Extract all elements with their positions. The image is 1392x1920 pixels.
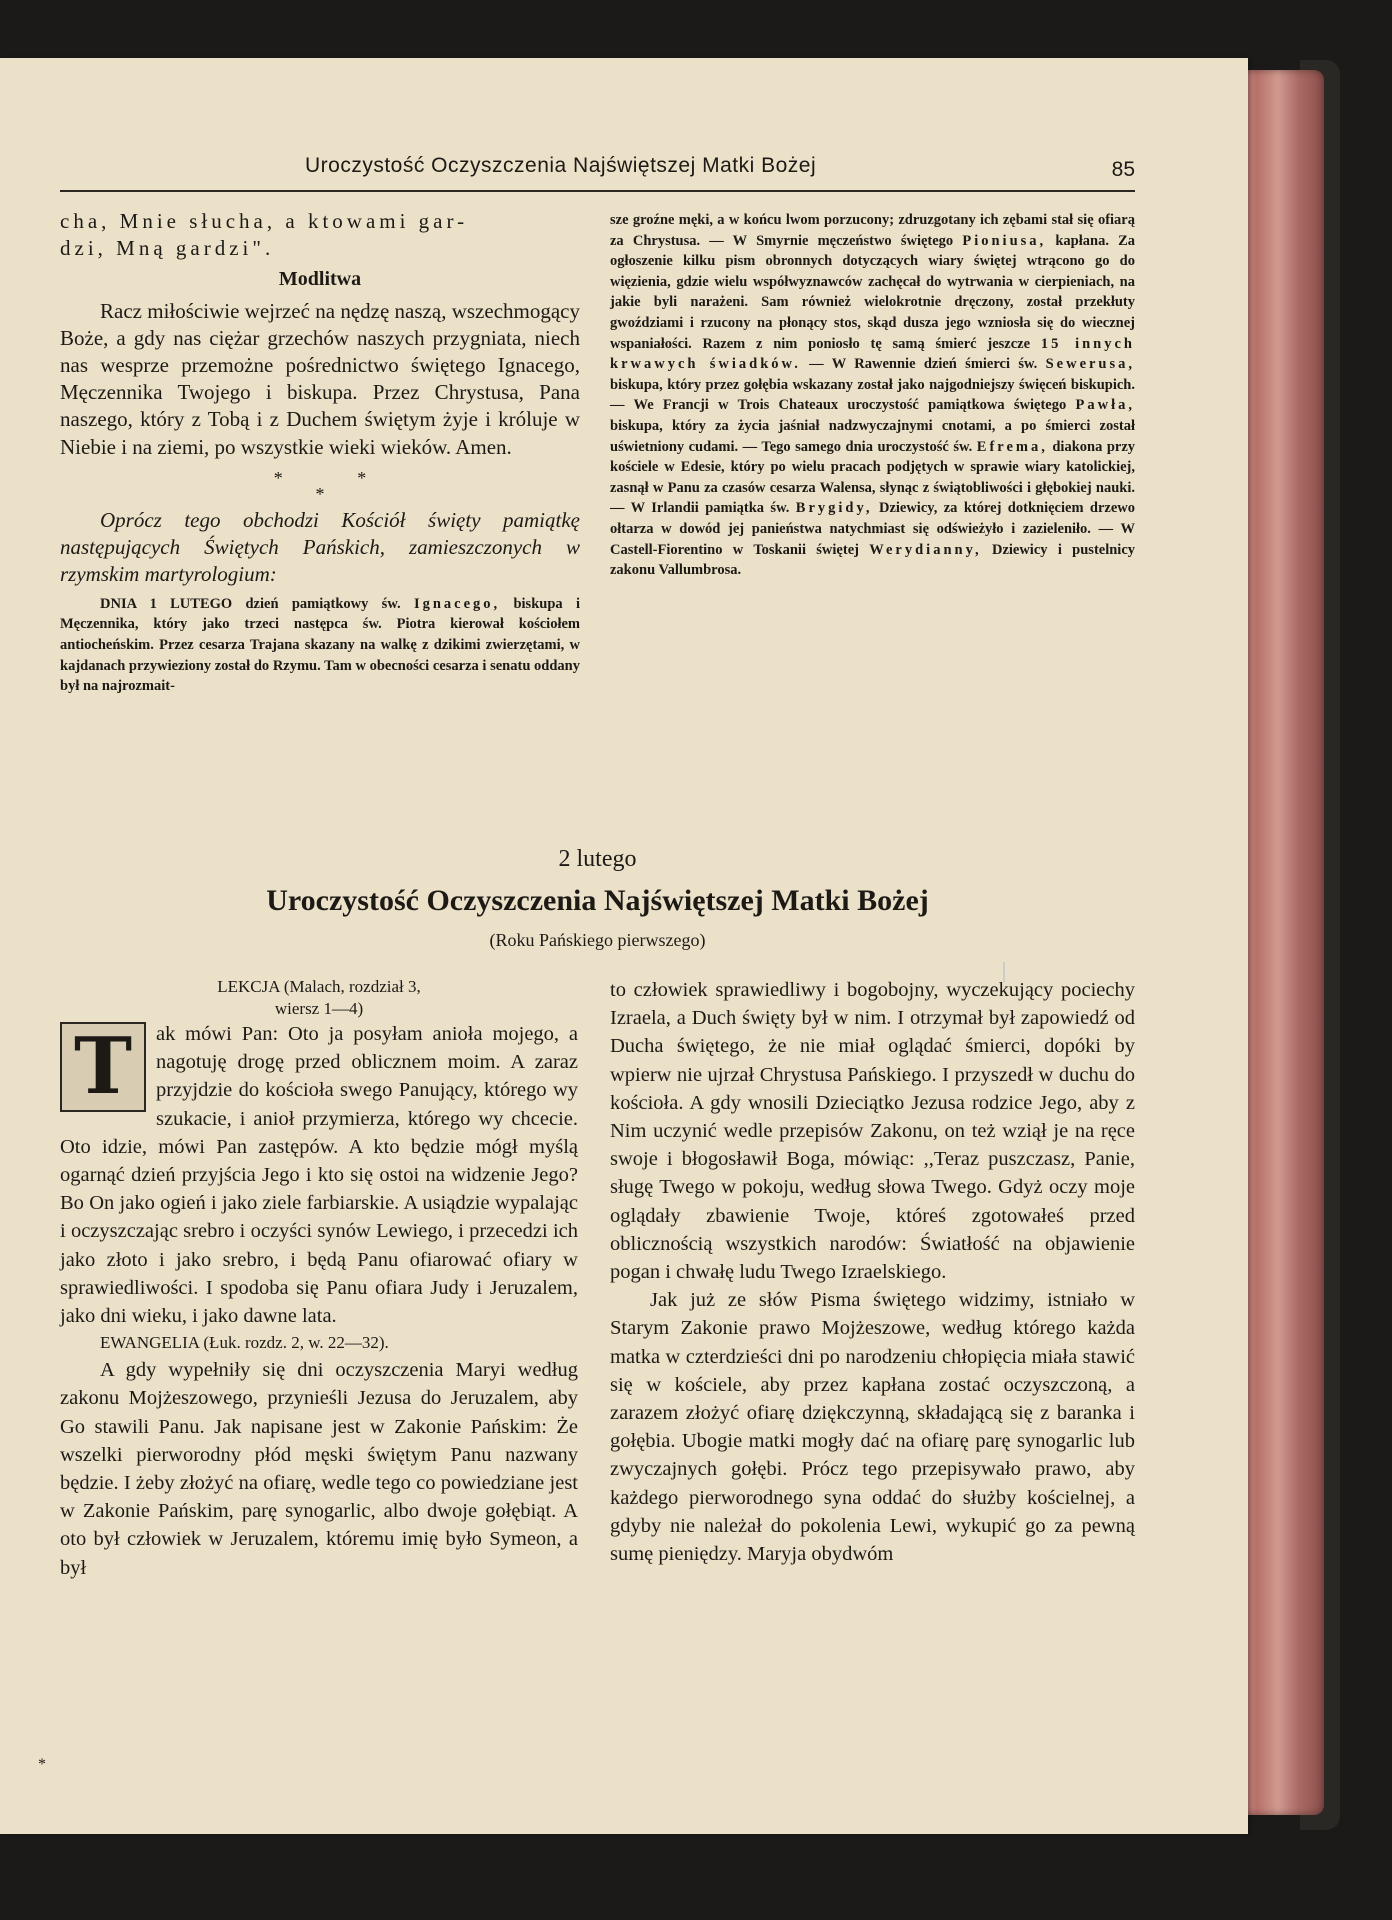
- mart-t7: Dziewicy, za której dotknięciem drzewo ołtarza w dowód jej panieństwa natychmiast się odświeżyło i zazieleniło. — W Castell-Fiorentino w Toskanii świętej: [610, 500, 1136, 558]
- running-title: Uroczystość Oczyszczenia Najświętszej Matki Bożej: [305, 154, 817, 177]
- saint-name-efrem: Efrema,: [976, 438, 1048, 455]
- gospel-continued: to człowiek sprawiedliwy i bogobojny, wyczekujący pociechy Izraela, a Duch święty był w nim. I otrzymał był zapowiedź od Ducha świętego, że nie miał oglądać śmierci, dopóki by wpierw nie ujrzał Chrystusa Pańskiego. I przyszedł w duchu do kościoła. A gdy wnosili Dzieciątko Jezusa rodzice Jego, aby z Nim uczynić wedle przepisów Zakonu, on też wziął je na ręce swoje i błogosławił Boga, mówiąc: ,,Teraz puszczasz, Panie, sługę Twego w pokoju, według słowa Twego. Gdyż oczy moje oglądały zbawienie Twoje, któreś zgotowałeś przed oblicznością wszystkich narodów: Światłość na objawienie pogan i chwałę ludu Twego Izraelskiego.: [610, 979, 1135, 1284]
- mart-t5: biskupa, który za życia jaśniał nadzwyczajnymi cnotami, a po śmierci został uświetniony cudami. — Tego samego dnia uroczystość św.: [610, 417, 1135, 455]
- martyrology-part-a: DNIA 1 LUTEGO dzień pamiątkowy św.: [100, 595, 401, 612]
- mart-t4: biskupa, który przez gołębia wskazany został jako najgodniejszy święceń biskupich. — We Francji w Trois Chateaux uroczystość pamiątkowa świętego: [610, 376, 1135, 414]
- bottom-right-column: [610, 976, 1135, 1568]
- gospel-text: A gdy wypełniły się dni oczyszczenia Maryi według zakonu Mojżeszowego, przynieśli Jezusa do Jeruzalem, aby Go stawili Panu. Jak napisane jest w Zakonie Pańskim: Że wszelki pierworodny płód męski świętym Panu nazwany będzie. I żeby złożyć na ofiarę, wedle tego co powiedziane jest w Zakonie Pańskim, parę synogarlic, albo dwoje gołębiąt. A oto był człowiek w Jeruzalem, któremu imię było Symeon, a był: [60, 1359, 578, 1579]
- saint-name-pawel: Pawła,: [1075, 397, 1136, 414]
- stars-divider-bottom: *: [315, 483, 325, 504]
- mart-t1: sze groźne męki, a w końcu lwom porzucony; zdruzgotany ich zębami stał się ofiarą za Chrystusa. — W Smyrnie męczeństwo świętego: [610, 212, 1135, 249]
- margin-asterisk: *: [38, 1756, 46, 1773]
- mart-t3: — W Rawennie dzień śmierci św.: [809, 356, 1038, 373]
- lekcja-body: ak mówi Pan: Oto ja posyłam anioła mojego, a nagotuję drogę przed oblicznem moim. A zaraz przyjdzie do kościoła swego Panujący, którego wy szukacie, i anioł przymierza, którego wy chcecie. Oto idzie, mówi Pan zastępów. A kto będzie mógł myślą ogarnąć dzień przyjścia Jego i kto się ostoi na widzenie Jego? Bo On jako ogień i jako ziele farbiarskie. A usiądzie wypalając i oczyszczając srebro i oczyści synów Lewiego, i przecedzi ich jako złoto i jako srebro, i będą Panu ofiarować ofiary w sprawiedliwości. I spodoba się Panu ofiara Judy i Jeruzalem, jako dni wieku, i jako dawne lata.: [60, 1023, 578, 1328]
- lekcja-heading-a: LEKCJA (Malach, rozdział 3,: [217, 977, 421, 996]
- martyrology-text: [60, 594, 580, 697]
- martyrology-intro: Oprócz tego obchodzi Kościół święty pamiątkę następujących Świętych Pańskich, zamieszczonych w rzymskim martyrologium:: [60, 507, 580, 586]
- lekcja-heading-b: wiersz 1—4): [274, 999, 364, 1018]
- book-page: [0, 58, 1248, 1834]
- bottom-left-column: [60, 976, 578, 1582]
- page-edges: [1240, 70, 1324, 1815]
- gospel-heading: EWANGELIA (Łuk. rozdz. 2, w. 22—32).: [100, 1333, 389, 1353]
- saint-name-pionius: Pioniusa,: [962, 232, 1047, 249]
- commentary-text: Jak już ze słów Pisma świętego widzimy, istniało w Starym Zakonie prawo Mojżeszowe, według którego każda matka w czterdzieści dni po narodzeniu chłopięcia miała stawić się w kościele, aby przez kapłana zostać oczyszczoną, a zarazem złożyć ofiarę dziękczynną, składającą się z baranka i gołębia. Ubogie matki mogły dać na ofiarę parę synogarlic lub zwyczajnych gołębi. Prócz tego przepisywało prawo, aby każdego pierworodnego syna oddać do służby kościelnej, a gdyby nie należał do pokolenia Lewi, wykupić go za pewną sumę pieniędzy. Maryja obydwóm: [610, 1289, 1135, 1566]
- running-header: [60, 150, 1135, 192]
- stars-divider-top: * *: [273, 467, 367, 488]
- saint-name-seweros: Sewerusa,: [1045, 356, 1136, 373]
- martyrs-count: 15 innych krwawych świadków.: [610, 335, 1135, 373]
- martyrology-continued: [610, 210, 1135, 581]
- top-right-column: [610, 210, 1135, 581]
- page-content: [38, 58, 1136, 1834]
- drop-cap-letter: T: [60, 1022, 146, 1112]
- mart-t2: kapłana. Za ogłoszenie kilku pism obronnych dotyczących wiary świętej wtrącono go do więzienia, gdzie wielu współwyznawców zachęcał do wytrwania w cierpieniach, na jakie byli narażeni. Sam również wielokrotnie dręczony, został przekłuty gwoździami i rzucony na płonący stos, skąd dusza jego wzniosła się do wiecznej wspaniałości. Razem z nim poniosło tę samą śmierć jeszcze: [610, 232, 1136, 352]
- feast-date: 2 lutego: [558, 846, 637, 872]
- prayer-heading: Modlitwa: [278, 268, 362, 291]
- feast-title: Uroczystość Oczyszczenia Najświętszej Matki Bożej: [266, 884, 929, 917]
- saint-name-werydianna: Werydianny,: [869, 541, 982, 558]
- feast-subtitle: (Roku Pańskiego pierwszego): [489, 930, 706, 950]
- saint-name-ignacy: Ignacego,: [413, 595, 501, 612]
- page-number: 85: [1111, 158, 1135, 181]
- prayer-text: Racz miłościwie wejrzeć na nędzę naszą, wszechmogący Boże, a gdy nas ciężar grzechów naszych przygniata, niech nas wesprze przemożne pośrednictwo świętego Ignacego, Męczennika Twojego i biskupa. Przez Chrystusa, Pana naszego, który z Tobą i z Duchem świętym żyje i króluje w Niebie i na ziemi, po wszystkie wieki wieków. Amen.: [60, 298, 580, 459]
- intro-line-a: cha, Mnie słucha, a ktowami gar-: [60, 209, 469, 233]
- top-left-column: [60, 208, 580, 697]
- saint-name-brygida: Brygidy,: [795, 500, 873, 517]
- martyrology-part-b: biskupa i Męczennika, który jako trzeci następca św. Piotra kierował kościołem antiocheńskim. Przez cesarza Trajana skazany na walkę z dzikimi zwierzętami, w kajdanach przywieziony został do Rzymu. Tam w obecności cesarza i senatu oddany był na najrozmait-: [60, 595, 580, 695]
- intro-line-b: dzi, Mną gardzi".: [60, 236, 275, 261]
- mart-t8: Dziewicy i pustelnicy zakonu Vallumbrosa.: [610, 541, 1136, 579]
- lekcja-text: [60, 1020, 578, 1330]
- mart-t6: diakona przy kościele w Edesie, który po wielu pracach podjętych w sprawie wiary katolickiej, zasnął w Panu za czasów cesarza Walensa, słynąc z świątobliwości i głębokiej nauki. — W Irlandii pamiątka św.: [610, 438, 1136, 517]
